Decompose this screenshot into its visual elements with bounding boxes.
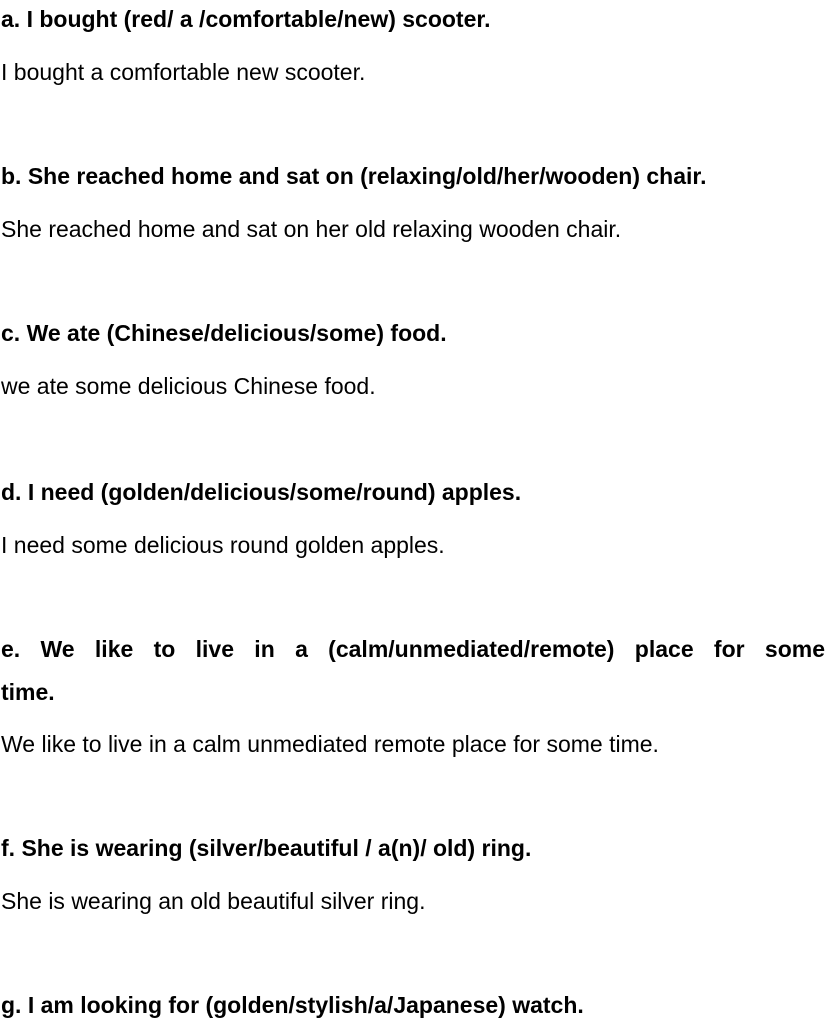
question-d: d. I need (golden/delicious/some/round) apples. [1, 479, 522, 505]
question-g: g. I am looking for (golden/stylish/a/Japanese) watch. [1, 992, 584, 1018]
answer-c: we ate some delicious Chinese food. [1, 373, 376, 399]
question-e-continued: time. [1, 679, 55, 705]
question-c: c. We ate (Chinese/delicious/some) food. [1, 320, 447, 346]
answer-d: I need some delicious round golden apples. [1, 532, 445, 558]
answer-f: She is wearing an old beautiful silver ring. [1, 888, 426, 914]
question-f: f. She is wearing (silver/beautiful / a(n)/ old) ring. [1, 835, 532, 861]
question-e: e. We like to live in a (calm/unmediated/remote) place for some [1, 636, 825, 662]
answer-a: I bought a comfortable new scooter. [1, 59, 366, 85]
answer-e: We like to live in a calm unmediated remote place for some time. [1, 731, 659, 757]
answer-b: She reached home and sat on her old relaxing wooden chair. [1, 216, 622, 242]
question-b: b. She reached home and sat on (relaxing/old/her/wooden) chair. [1, 163, 707, 189]
question-a: a. I bought (red/ a /comfortable/new) scooter. [1, 6, 491, 32]
